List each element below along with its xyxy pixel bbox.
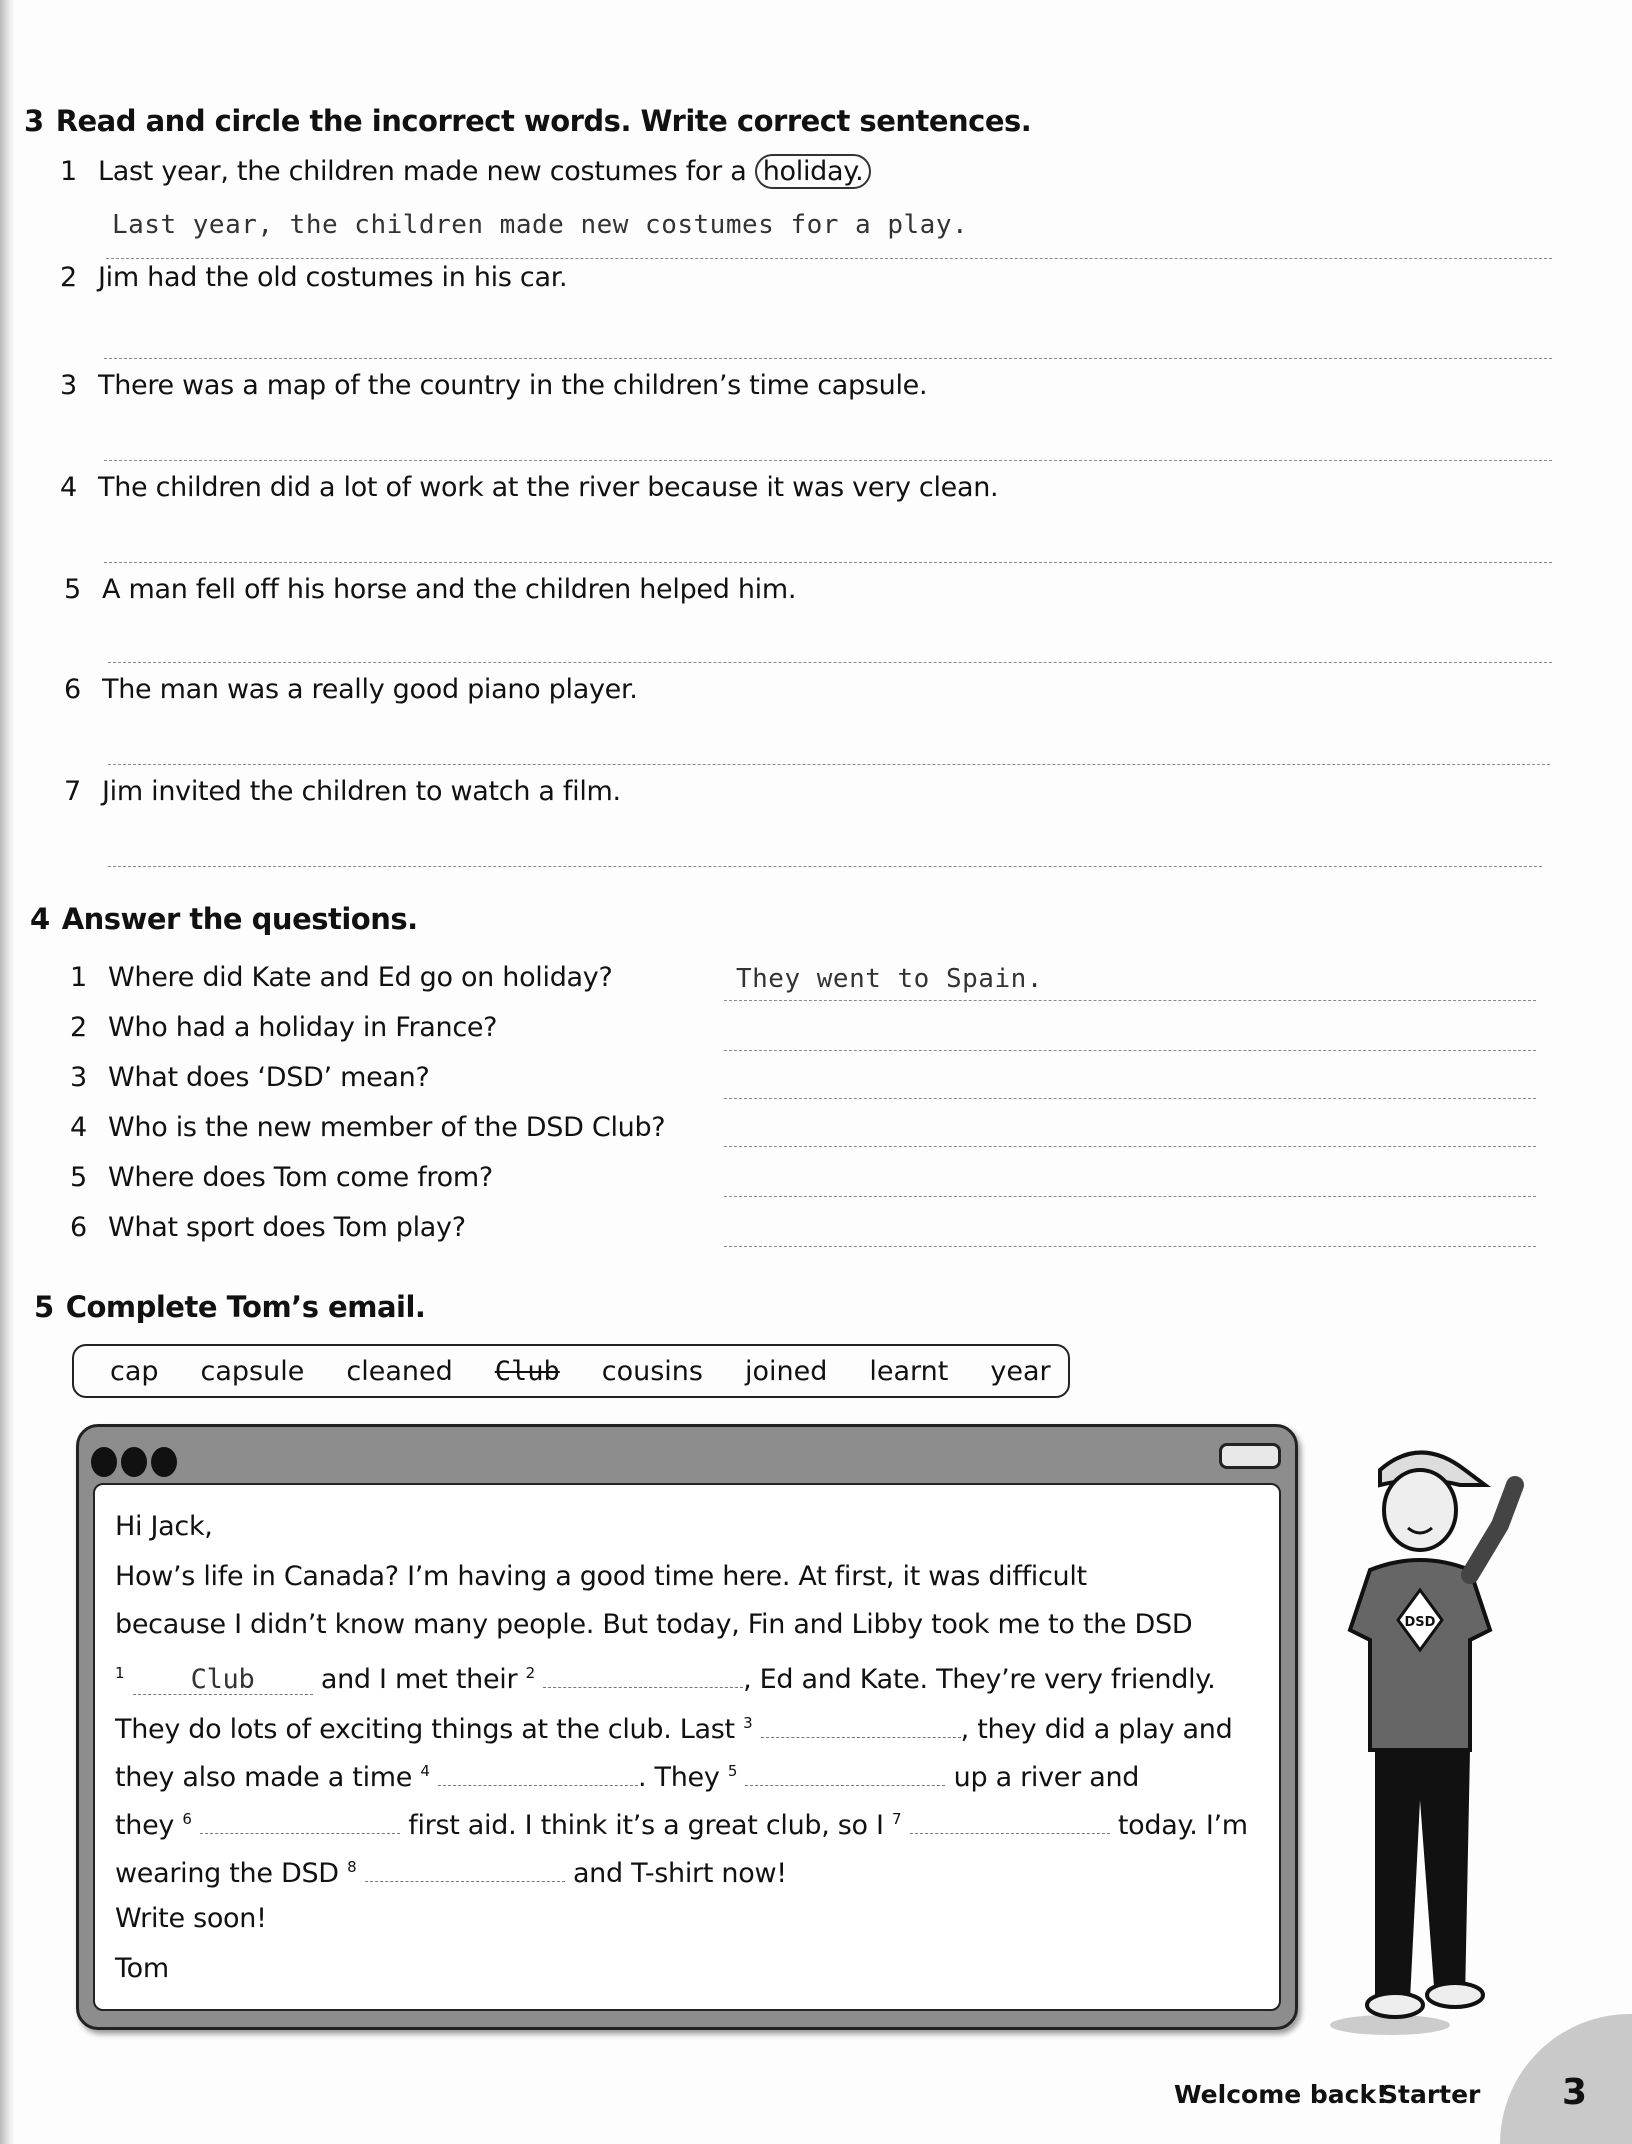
item-number: 6 bbox=[64, 674, 81, 705]
email-closing: Write soon! bbox=[115, 1903, 267, 1934]
gap-number: 2 bbox=[525, 1664, 535, 1682]
question-text: Who is the new member of the DSD Club? bbox=[108, 1112, 666, 1143]
gap-1-answer[interactable]: Club bbox=[133, 1664, 313, 1695]
item-text: Jim had the old costumes in his car. bbox=[98, 262, 568, 293]
answer-line-1[interactable] bbox=[106, 258, 1552, 259]
gap-number: 1 bbox=[115, 1664, 125, 1682]
word-bank-item-crossed: Club bbox=[494, 1355, 560, 1387]
head bbox=[1384, 1470, 1456, 1550]
email-line bbox=[115, 1803, 1248, 1841]
answer-line-3[interactable] bbox=[104, 460, 1552, 461]
email-line: because I didn’t know many people. But today, Fin and Libby took me to the DSD bbox=[115, 1609, 1193, 1640]
email-line: How’s life in Canada? I’m having a good time here. At first, it was difficult bbox=[115, 1561, 1087, 1592]
gap-5-blank[interactable] bbox=[745, 1755, 945, 1786]
item-number: 4 bbox=[60, 472, 77, 503]
word-bank-item: year bbox=[990, 1355, 1051, 1387]
email-text: today. I’m bbox=[1117, 1810, 1248, 1841]
email-text: up a river and bbox=[953, 1762, 1140, 1793]
item-text: Last year, the children made new costumes for a bbox=[98, 156, 755, 187]
email-text: and I met their bbox=[320, 1664, 518, 1695]
answer-line-5[interactable] bbox=[108, 662, 1552, 663]
gap-3-blank[interactable] bbox=[761, 1707, 961, 1738]
email-signature: Tom bbox=[115, 1953, 169, 1984]
exercise-number: 4 bbox=[30, 902, 50, 936]
gap-2-blank[interactable] bbox=[543, 1657, 743, 1688]
dsd-badge-text: DSD bbox=[1404, 1615, 1436, 1630]
email-greeting: Hi Jack, bbox=[115, 1511, 213, 1542]
gap-number: 7 bbox=[892, 1810, 902, 1828]
exercise-3-heading bbox=[24, 104, 1031, 138]
item-number: 5 bbox=[70, 1162, 87, 1193]
answer-line-4[interactable] bbox=[104, 562, 1552, 563]
word-bank-item: cap bbox=[110, 1355, 159, 1387]
tom-character-illustration bbox=[1320, 1440, 1540, 2040]
question-text: What sport does Tom play? bbox=[108, 1212, 466, 1243]
ex4-item-5 bbox=[70, 1162, 493, 1193]
exercise-title: Complete Tom’s email. bbox=[65, 1290, 426, 1324]
word-bank-item: capsule bbox=[200, 1355, 305, 1387]
word-bank bbox=[72, 1344, 1070, 1398]
ex3-item-5 bbox=[64, 574, 796, 605]
item-text: The man was a really good piano player. bbox=[102, 674, 638, 705]
window-dot-icon bbox=[121, 1447, 147, 1477]
ex3-item-4 bbox=[60, 472, 998, 503]
email-text: first aid. I think it’s a great club, so I bbox=[408, 1810, 884, 1841]
ex4-answer-line-5[interactable] bbox=[724, 1196, 1536, 1197]
item-number: 6 bbox=[70, 1212, 87, 1243]
email-text: wearing the DSD bbox=[115, 1858, 339, 1889]
gap-number: 8 bbox=[347, 1858, 357, 1876]
answer-line-7[interactable] bbox=[108, 866, 1542, 867]
circled-word: holiday. bbox=[755, 154, 872, 189]
email-window bbox=[76, 1424, 1298, 2030]
ex4-answer-1: They went to Spain. bbox=[736, 964, 1043, 994]
window-dot-icon bbox=[91, 1447, 117, 1477]
ex4-answer-line-2[interactable] bbox=[724, 1050, 1536, 1051]
question-text: Where did Kate and Ed go on holiday? bbox=[108, 962, 613, 993]
gap-8-blank[interactable] bbox=[365, 1851, 565, 1882]
waving-arm bbox=[1470, 1485, 1515, 1575]
shoe-icon bbox=[1427, 1983, 1483, 2007]
email-line bbox=[115, 1707, 1232, 1745]
item-number: 5 bbox=[64, 574, 81, 605]
email-line bbox=[115, 1755, 1139, 1793]
answer-line-6[interactable] bbox=[108, 764, 1550, 765]
item-number: 2 bbox=[70, 1012, 87, 1043]
item-number: 7 bbox=[64, 776, 81, 807]
email-text: they also made a time bbox=[115, 1762, 413, 1793]
ex4-answer-line-4[interactable] bbox=[724, 1146, 1536, 1147]
email-text: and T-shirt now! bbox=[572, 1858, 787, 1889]
exercise-5-heading bbox=[34, 1290, 425, 1324]
item-number: 1 bbox=[70, 962, 87, 993]
gap-6-blank[interactable] bbox=[200, 1803, 400, 1834]
item-text: The children did a lot of work at the river because it was very clean. bbox=[98, 472, 999, 503]
window-minimize-icon bbox=[1219, 1443, 1281, 1469]
email-text: . They bbox=[637, 1762, 720, 1793]
email-body bbox=[93, 1483, 1281, 2011]
ex4-answer-line-6[interactable] bbox=[724, 1246, 1536, 1247]
ex3-item-7 bbox=[64, 776, 621, 807]
gap-number: 3 bbox=[743, 1714, 753, 1732]
exercise-number: 5 bbox=[34, 1290, 54, 1324]
word-bank-item: joined bbox=[745, 1355, 828, 1387]
page-binding-shadow bbox=[0, 0, 14, 2144]
gap-number: 4 bbox=[420, 1762, 430, 1780]
ex4-answer-line-1[interactable] bbox=[724, 1000, 1536, 1001]
exercise-title: Read and circle the incorrect words. Write correct sentences. bbox=[55, 104, 1032, 138]
question-text: Who had a holiday in France? bbox=[108, 1012, 498, 1043]
window-dot-icon bbox=[151, 1447, 177, 1477]
trousers bbox=[1375, 1750, 1470, 2000]
exercise-title: Answer the questions. bbox=[61, 902, 418, 936]
ex4-item-6 bbox=[70, 1212, 466, 1243]
item-number: 3 bbox=[60, 370, 77, 401]
ex4-item-1 bbox=[70, 962, 612, 993]
email-text: , Ed and Kate. They’re very friendly. bbox=[743, 1664, 1216, 1695]
exercise-number: 3 bbox=[24, 104, 44, 138]
ex4-answer-line-3[interactable] bbox=[724, 1098, 1536, 1099]
ex4-item-2 bbox=[70, 1012, 497, 1043]
item-number: 4 bbox=[70, 1112, 87, 1143]
ex3-item-2 bbox=[60, 262, 567, 293]
ex3-item-3 bbox=[60, 370, 927, 401]
item-text: A man fell off his horse and the children helped him. bbox=[102, 574, 797, 605]
ex4-item-3 bbox=[70, 1062, 430, 1093]
shoe-icon bbox=[1367, 1993, 1423, 2017]
answer-line-2[interactable] bbox=[104, 358, 1552, 359]
footer-section: Starter bbox=[1380, 2080, 1481, 2109]
word-bank-item: cleaned bbox=[346, 1355, 453, 1387]
email-text: , they did a play and bbox=[960, 1714, 1233, 1745]
gap-7-blank[interactable] bbox=[910, 1803, 1110, 1834]
question-text: Where does Tom come from? bbox=[108, 1162, 493, 1193]
item-number: 1 bbox=[60, 156, 77, 187]
item-text: Jim invited the children to watch a film. bbox=[102, 776, 621, 807]
gap-number: 6 bbox=[182, 1810, 192, 1828]
ex3-answer-1: Last year, the children made new costumes for a play. bbox=[112, 210, 969, 240]
exercise-4-heading bbox=[30, 902, 418, 936]
gap-4-blank[interactable] bbox=[438, 1755, 638, 1786]
ex3-item-1 bbox=[60, 156, 871, 187]
word-bank-item: cousins bbox=[601, 1355, 703, 1387]
item-text: There was a map of the country in the children’s time capsule. bbox=[98, 370, 928, 401]
email-line bbox=[115, 1657, 1215, 1695]
item-number: 3 bbox=[70, 1062, 87, 1093]
footer-unit-title: Welcome back! bbox=[1174, 2080, 1388, 2109]
item-number: 2 bbox=[60, 262, 77, 293]
question-text: What does ‘DSD’ mean? bbox=[108, 1062, 430, 1093]
word-bank-item: learnt bbox=[869, 1355, 949, 1387]
ex4-item-4 bbox=[70, 1112, 665, 1143]
gap-number: 5 bbox=[727, 1762, 738, 1780]
ex3-item-6 bbox=[64, 674, 638, 705]
page-number: 3 bbox=[1562, 2072, 1588, 2113]
email-line bbox=[115, 1851, 787, 1889]
email-text: they bbox=[115, 1810, 175, 1841]
email-text: They do lots of exciting things at the club. Last bbox=[115, 1714, 735, 1745]
